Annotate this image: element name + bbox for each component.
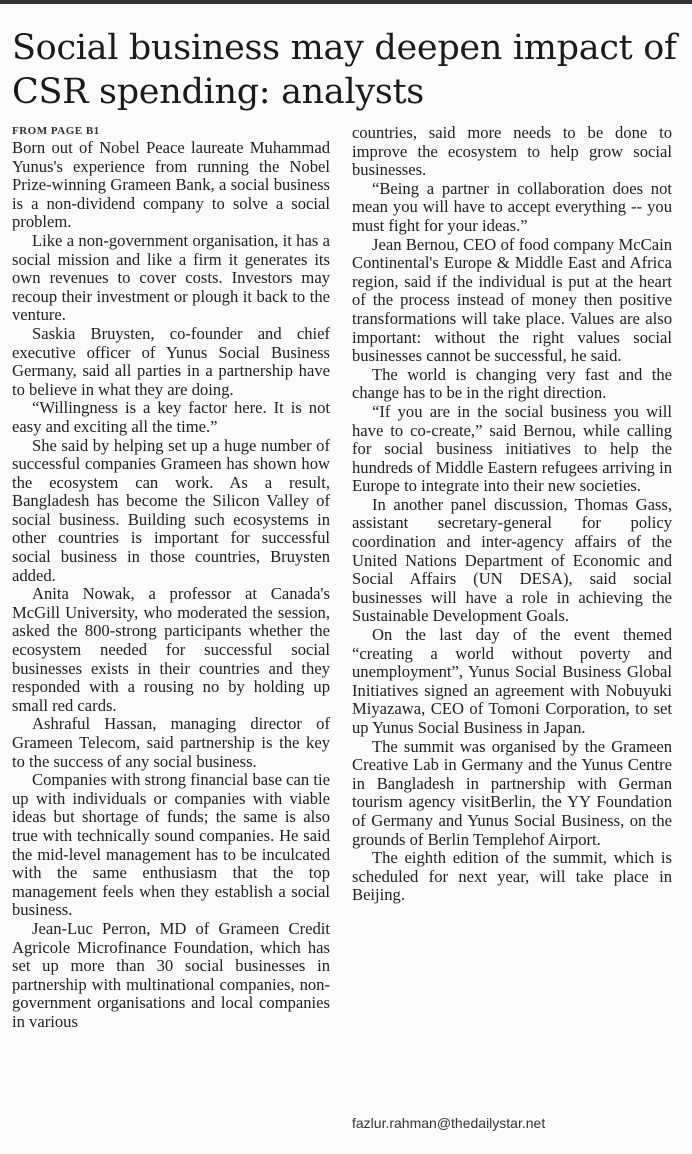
paragraph: Companies with strong financial base can tie up with individuals or companies with viable ideas but shortage of funds; the same is also true with technically sound companies. He said the mid-level management has to be inculcated with the same enthusiasm that the top management feels when they establish a social business. xyxy=(12,770,330,920)
paragraph: Like a non-government organisation, it has a social mission and like a firm it generates its own revenues to cover costs. Investors may recoup their investment or plough it back to the venture. xyxy=(12,230,330,325)
paragraph: The eighth edition of the summit, which is scheduled for next year, will take place in Beijing. xyxy=(352,848,672,905)
paragraph: Born out of Nobel Peace laureate Muhammad Yunus's experience from running the Nobel Prize-winning Grameen Bank, a social business is a non-dividend company to solve a social problem. xyxy=(12,138,330,232)
from-page-label: FROM PAGE B1 xyxy=(12,125,100,137)
left-column xyxy=(12,124,330,1032)
paragraph: Ashraful Hassan, managing director of Grameen Telecom, said partnership is the key to the success of any social business. xyxy=(12,714,330,771)
right-column xyxy=(352,124,672,905)
paragraph: Jean Bernou, CEO of food company McCain Continental's Europe & Middle East and Africa region, said if the individual is put at the heart of the process instead of money then positive transformations will take place. Values are also important: without the right values social businesses cannot be successful, he said. xyxy=(352,234,672,366)
paragraph: On the last day of the event themed “creating a world without poverty and unemployment”, Yunus Social Business Global Initiatives signed an agreement with Nobuyuki Miyazawa, CEO of Tomoni Corporation, to set up Yunus Social Business in Japan. xyxy=(352,625,672,737)
paragraph: The summit was organised by the Grameen Creative Lab in Germany and the Yunus Centre in Bangladesh in partnership with German tourism agency visitBerlin, the YY Foundation of Germany and Yunus Social Business, on the grounds of Berlin Templehof Airport. xyxy=(352,736,672,849)
paragraph: She said by helping set up a huge number of successful companies Grameen has shown how the ecosystem can work. As a result, Bangladesh has become the Silicon Valley of social business. Building such ecosystems in other countries is important for successful social business in those countries, Bruysten added. xyxy=(12,435,330,585)
paragraph-continuation: countries, said more needs to be done to improve the ecosystem to help grow social businesses. xyxy=(352,123,672,180)
byline-email: fazlur.rahman@thedailystar.net xyxy=(352,1115,546,1131)
headline: Social business may deepen impact of CSR spending: analysts xyxy=(12,28,677,112)
paragraph: Anita Nowak, a professor at Canada's McGill University, who moderated the session, asked the 800-strong participants whether the ecosystem needed for successful social businesses exists in their countries and they responded with a rousing no by holding up small red cards. xyxy=(12,584,330,715)
paragraph: Saskia Bruysten, co-founder and chief executive officer of Yunus Social Business Germany, said all parties in a partnership have to believe in what they are doing. xyxy=(12,323,330,399)
paragraph: “Being a partner in collaboration does not mean you will have to accept everything -- you must fight for your ideas.” xyxy=(352,178,672,235)
paragraph: The world is changing very fast and the change has to be in the right direction. xyxy=(352,364,672,403)
top-rule xyxy=(0,0,692,4)
paragraph: In another panel discussion, Thomas Gass, assistant secretary-general for policy coordination and inter-agency affairs of the United Nations Department of Economic and Social Affairs (UN DESA), said social businesses will have a role in achieving the Sustainable Development Goals. xyxy=(352,494,672,626)
paragraph: Jean-Luc Perron, MD of Grameen Credit Agricole Microfinance Foundation, which has set up more than 30 social businesses in partnership with multinational companies, non-government organisations and local companies in various xyxy=(12,918,330,1031)
paragraph: “Willingness is a key factor here. It is not easy and exciting all the time.” xyxy=(12,398,330,436)
paragraph: “If you are in the social business you will have to co-create,” said Bernou, while calling for social business initiatives to help the hundreds of Middle Eastern refugees arriving in Europe to integrate into their new societies. xyxy=(352,401,672,496)
